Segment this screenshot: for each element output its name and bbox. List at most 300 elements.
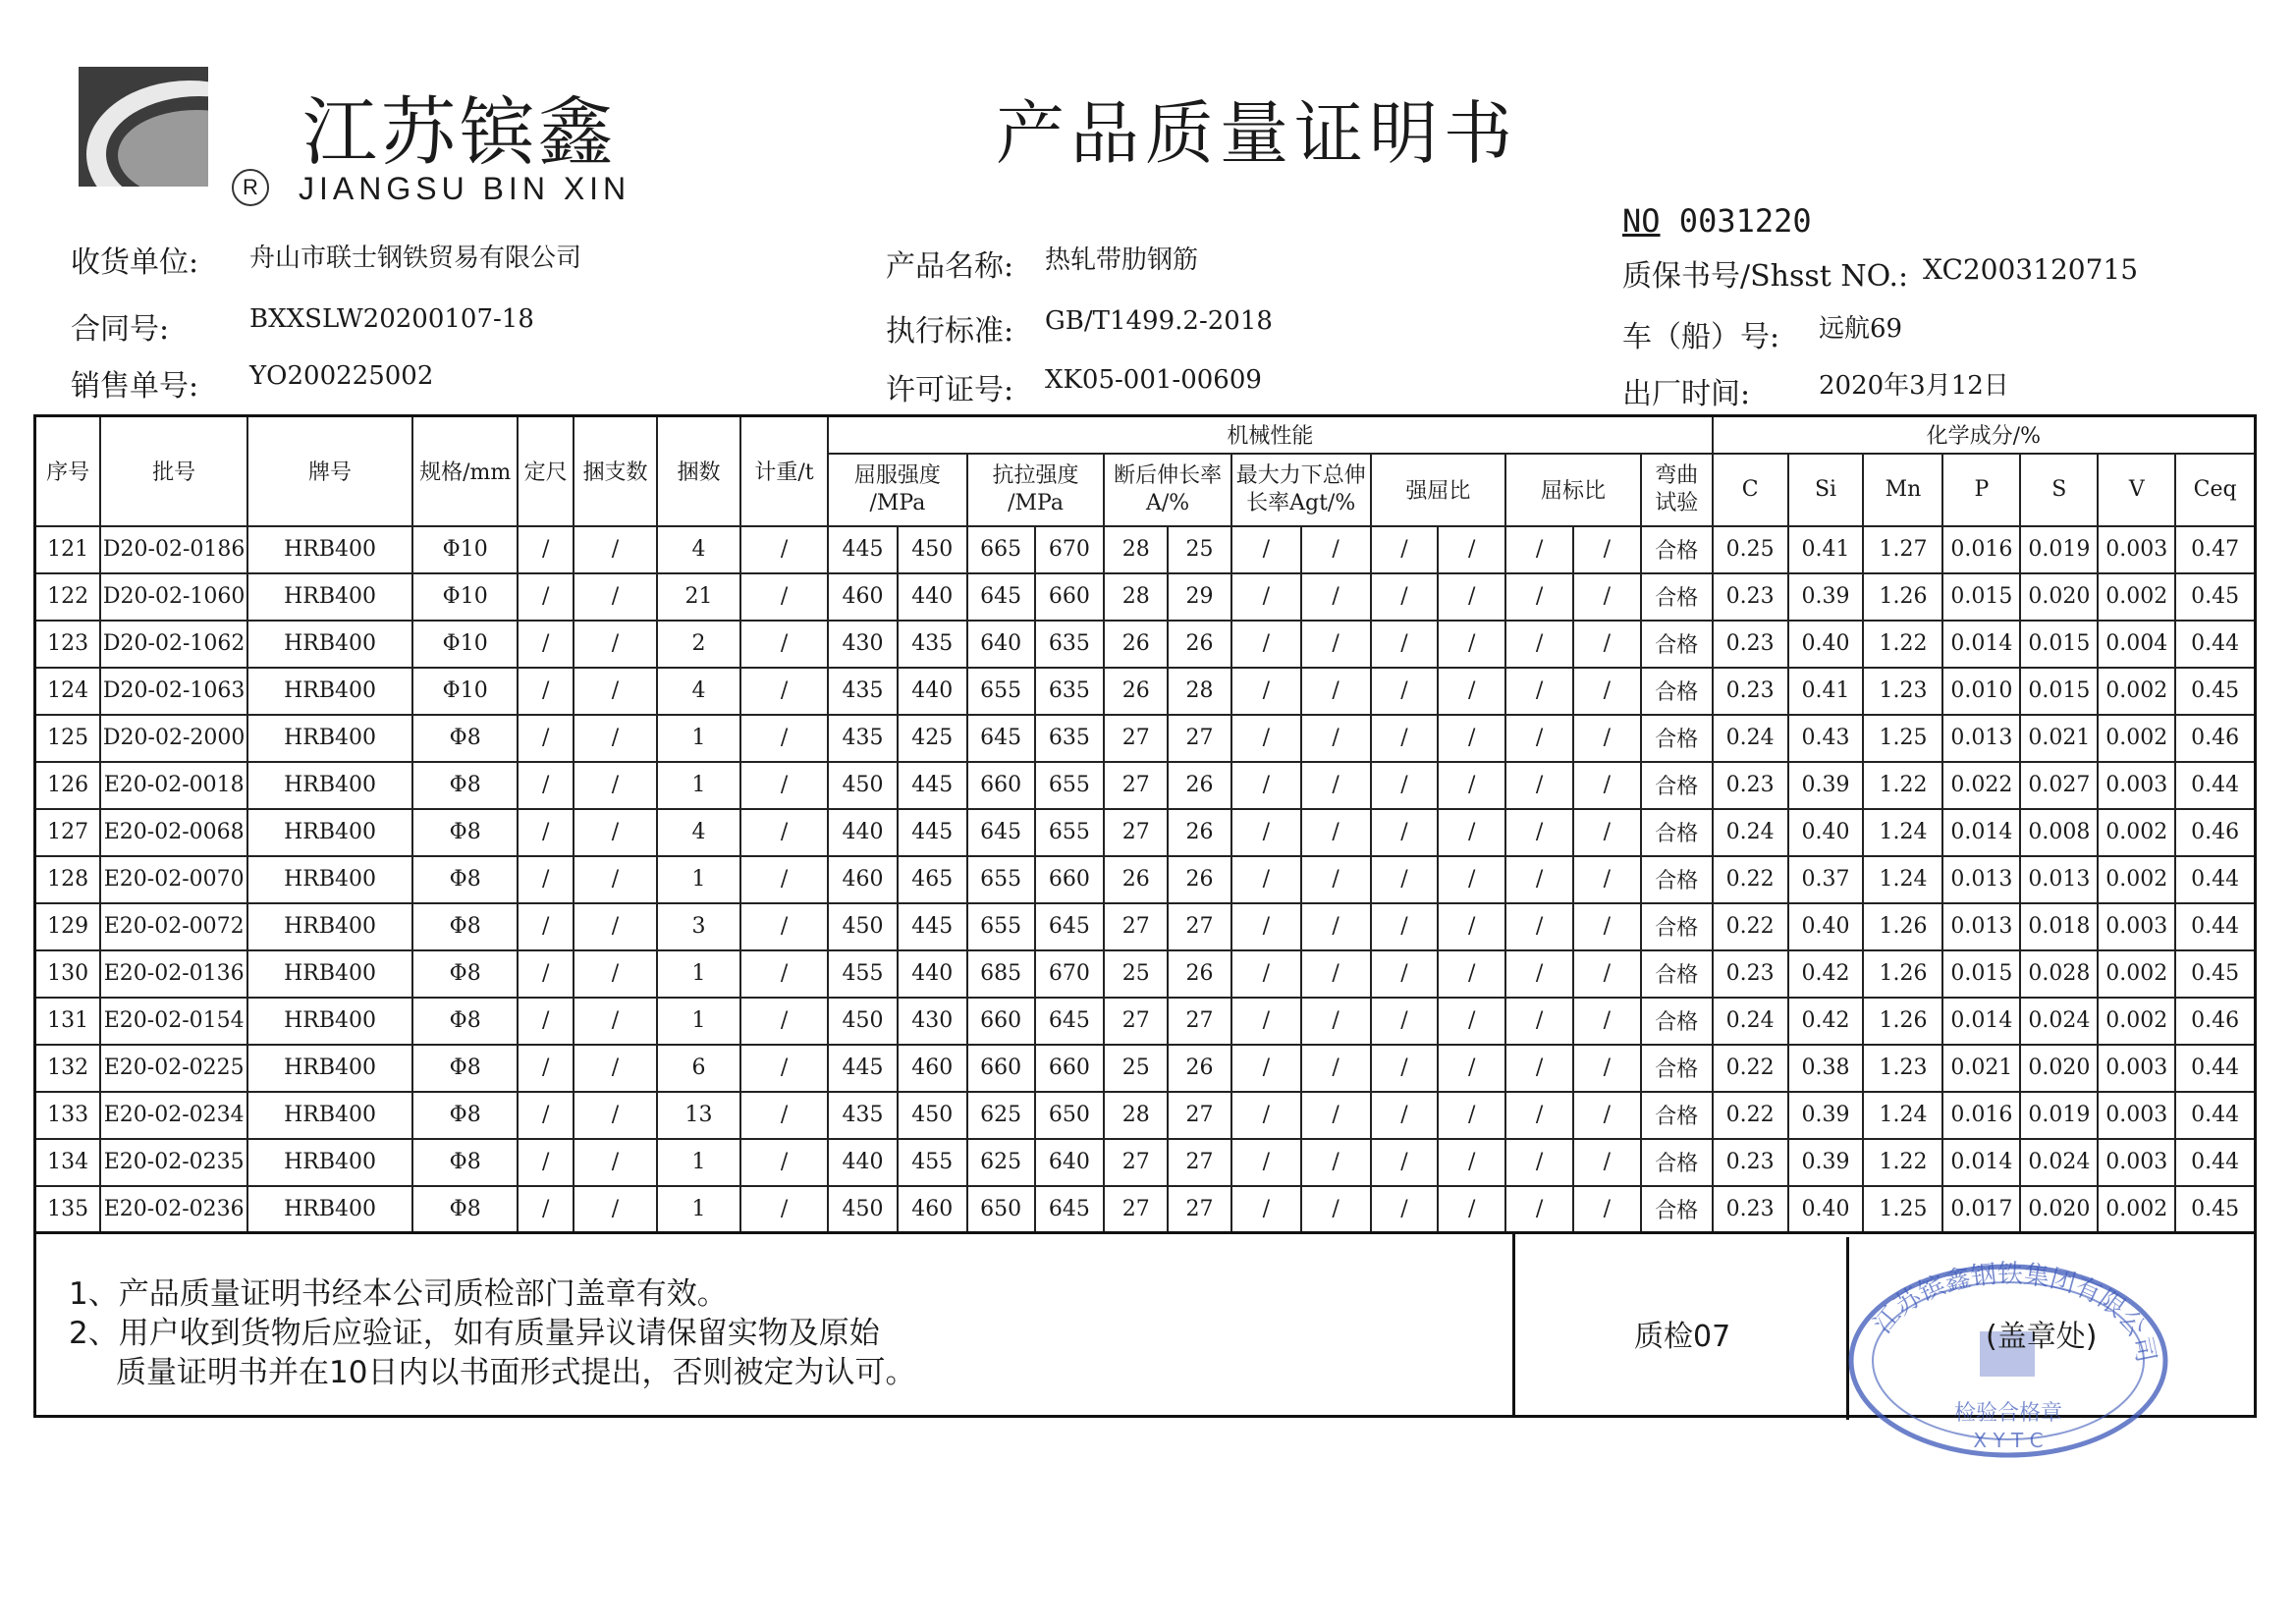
cell-yield-1: 445 [828, 526, 898, 573]
cell-tensile-2: 645 [1035, 998, 1105, 1045]
cell-bend: 合格 [1641, 621, 1713, 668]
cell-chem-c: 0.22 [1713, 856, 1788, 903]
cell-ratio1-2: / [1438, 856, 1505, 903]
cell-chem-p: 0.013 [1942, 856, 2020, 903]
cell-chem-s: 0.015 [2020, 668, 2098, 715]
cell-chem-s: 0.015 [2020, 621, 2098, 668]
cell-ratio2-2: / [1573, 1139, 1641, 1186]
cell-pcs: / [574, 1045, 657, 1092]
cell-spec: Φ8 [412, 998, 518, 1045]
table-row [35, 950, 2256, 998]
cell-fixed: / [518, 1186, 574, 1233]
cell-chem-p: 0.021 [1942, 1045, 2020, 1092]
cell-tensile-2: 660 [1035, 1045, 1105, 1092]
license-value: XK05-001-00609 [1045, 365, 1262, 395]
cell-ratio1-2: / [1438, 950, 1505, 998]
cell-bundles: 1 [657, 762, 740, 809]
cell-pcs: / [574, 668, 657, 715]
cell-elong-1: 27 [1104, 998, 1168, 1045]
mech-group-header: 机械性能 [828, 416, 1713, 454]
table-row [35, 668, 2256, 715]
stamp-label: (盖章处) [1986, 1320, 2098, 1354]
vehicle-label: 车（船）号: [1622, 320, 1780, 354]
cell-spec: Φ8 [412, 762, 518, 809]
cell-batch: E20-02-0225 [100, 1045, 247, 1092]
seal-text-top: 江苏镔鑫钢铁集团有限公司 [1868, 1259, 2161, 1366]
cell-weight: / [740, 668, 828, 715]
cell-grade: HRB400 [247, 1186, 412, 1233]
serial-number [1622, 202, 1812, 240]
col-seq-header: 序号 [35, 416, 101, 526]
cell-grade: HRB400 [247, 762, 412, 809]
cell-agt-2: / [1301, 1139, 1371, 1186]
cell-chem-ceq: 0.45 [2175, 1186, 2255, 1233]
cell-chem-p: 0.010 [1942, 668, 2020, 715]
cell-chem-mn: 1.22 [1863, 762, 1942, 809]
cell-agt-2: / [1301, 762, 1371, 809]
cell-yield-2: 430 [898, 998, 967, 1045]
cell-chem-s: 0.024 [2020, 1139, 2098, 1186]
cell-seq: 128 [35, 856, 101, 903]
cell-ratio2-2: / [1573, 573, 1641, 621]
cell-batch: D20-02-1063 [100, 668, 247, 715]
cell-chem-si: 0.39 [1788, 762, 1864, 809]
cell-bundles: 13 [657, 1092, 740, 1139]
cell-ratio1-1: / [1371, 1045, 1439, 1092]
cell-chem-s: 0.018 [2020, 903, 2098, 950]
cell-agt-1: / [1231, 715, 1301, 762]
cell-seq: 135 [35, 1186, 101, 1233]
cell-chem-p: 0.014 [1942, 998, 2020, 1045]
table-row [35, 762, 2256, 809]
cell-ratio2-2: / [1573, 526, 1641, 573]
cell-grade: HRB400 [247, 526, 412, 573]
cell-chem-c: 0.23 [1713, 668, 1788, 715]
cell-bend: 合格 [1641, 573, 1713, 621]
cell-elong-1: 27 [1104, 1139, 1168, 1186]
cell-chem-p: 0.017 [1942, 1186, 2020, 1233]
col-weight-header: 计重/t [740, 416, 828, 526]
cell-ratio2-1: / [1505, 668, 1573, 715]
cell-spec: Φ8 [412, 950, 518, 998]
cell-ratio2-2: / [1573, 1092, 1641, 1139]
cell-chem-v: 0.002 [2098, 573, 2175, 621]
cell-chem-v: 0.003 [2098, 1045, 2175, 1092]
cell-weight: / [740, 1045, 828, 1092]
cell-agt-2: / [1301, 1186, 1371, 1233]
cell-spec: Φ10 [412, 621, 518, 668]
cert-value: XC2003120715 [1923, 253, 2139, 286]
cell-ratio1-1: / [1371, 1186, 1439, 1233]
cell-yield-2: 455 [898, 1139, 967, 1186]
cell-ratio2-1: / [1505, 1186, 1573, 1233]
cell-tensile-1: 625 [967, 1139, 1035, 1186]
cell-ratio1-2: / [1438, 1092, 1505, 1139]
cell-bend: 合格 [1641, 526, 1713, 573]
cell-chem-mn: 1.23 [1863, 1045, 1942, 1092]
sales-value: YO200225002 [249, 361, 434, 391]
cell-ratio1-1: / [1371, 809, 1439, 856]
cell-bundles: 6 [657, 1045, 740, 1092]
cell-tensile-2: 650 [1035, 1092, 1105, 1139]
cell-ratio2-2: / [1573, 621, 1641, 668]
cell-seq: 122 [35, 573, 101, 621]
cell-chem-c: 0.24 [1713, 715, 1788, 762]
cell-elong-1: 25 [1104, 1045, 1168, 1092]
col-pcs-header: 捆支数 [574, 416, 657, 526]
cell-elong-1: 26 [1104, 856, 1168, 903]
cell-ratio1-2: / [1438, 621, 1505, 668]
cell-chem-si: 0.38 [1788, 1045, 1864, 1092]
cell-chem-si: 0.40 [1788, 809, 1864, 856]
cell-seq: 131 [35, 998, 101, 1045]
cell-ratio2-2: / [1573, 1186, 1641, 1233]
table-row [35, 1139, 2256, 1186]
cell-ratio1-2: / [1438, 903, 1505, 950]
cell-bend: 合格 [1641, 715, 1713, 762]
cell-ratio1-2: / [1438, 1045, 1505, 1092]
cell-spec: Φ8 [412, 1092, 518, 1139]
cell-chem-ceq: 0.44 [2175, 856, 2255, 903]
cell-ratio1-2: / [1438, 715, 1505, 762]
cell-tensile-1: 645 [967, 809, 1035, 856]
col-batch-header: 批号 [100, 416, 247, 526]
chem-header-c: C [1713, 454, 1788, 526]
contract-label: 合同号: [71, 312, 170, 347]
table-row [35, 573, 2256, 621]
footer-divider [1512, 1231, 1515, 1418]
cell-pcs: / [574, 950, 657, 998]
cell-yield-1: 440 [828, 1139, 898, 1186]
cell-tensile-2: 670 [1035, 526, 1105, 573]
cell-chem-p: 0.013 [1942, 903, 2020, 950]
cell-elong-2: 26 [1168, 856, 1231, 903]
cell-chem-s: 0.019 [2020, 526, 2098, 573]
cell-yield-2: 440 [898, 950, 967, 998]
cell-grade: HRB400 [247, 1045, 412, 1092]
cell-chem-ceq: 0.46 [2175, 998, 2255, 1045]
cell-fixed: / [518, 998, 574, 1045]
cell-fixed: / [518, 1045, 574, 1092]
cell-chem-c: 0.23 [1713, 1139, 1788, 1186]
cell-chem-mn: 1.27 [1863, 526, 1942, 573]
cell-pcs: / [574, 1139, 657, 1186]
cell-chem-c: 0.24 [1713, 998, 1788, 1045]
cell-pcs: / [574, 573, 657, 621]
cell-elong-1: 28 [1104, 1092, 1168, 1139]
cell-fixed: / [518, 1139, 574, 1186]
cell-ratio1-2: / [1438, 573, 1505, 621]
cell-chem-ceq: 0.44 [2175, 903, 2255, 950]
col-agt-header: 最大力下总伸长率Agt/% [1231, 454, 1371, 526]
cell-bundles: 1 [657, 715, 740, 762]
cell-yield-1: 430 [828, 621, 898, 668]
cell-grade: HRB400 [247, 668, 412, 715]
cell-batch: E20-02-0068 [100, 809, 247, 856]
cell-tensile-1: 655 [967, 668, 1035, 715]
cell-chem-mn: 1.24 [1863, 809, 1942, 856]
cell-agt-1: / [1231, 668, 1301, 715]
cell-tensile-1: 660 [967, 998, 1035, 1045]
cell-ratio1-2: / [1438, 526, 1505, 573]
cell-chem-p: 0.015 [1942, 573, 2020, 621]
cell-chem-p: 0.014 [1942, 621, 2020, 668]
cell-chem-p: 0.016 [1942, 1092, 2020, 1139]
cell-elong-1: 27 [1104, 762, 1168, 809]
cell-agt-2: / [1301, 573, 1371, 621]
cell-chem-ceq: 0.46 [2175, 715, 2255, 762]
cell-pcs: / [574, 998, 657, 1045]
footer-note-3: 质量证明书并在10日内以书面形式提出，否则被定为认可。 [116, 1355, 916, 1390]
cell-chem-c: 0.23 [1713, 762, 1788, 809]
cell-tensile-1: 650 [967, 1186, 1035, 1233]
cell-fixed: / [518, 573, 574, 621]
cell-yield-1: 450 [828, 762, 898, 809]
cell-tensile-1: 685 [967, 950, 1035, 998]
cell-chem-v: 0.003 [2098, 526, 2175, 573]
cell-ratio1-1: / [1371, 526, 1439, 573]
cell-ratio1-1: / [1371, 668, 1439, 715]
cell-grade: HRB400 [247, 809, 412, 856]
cell-chem-s: 0.013 [2020, 856, 2098, 903]
cell-chem-v: 0.002 [2098, 668, 2175, 715]
cell-chem-c: 0.22 [1713, 1045, 1788, 1092]
cell-yield-1: 460 [828, 573, 898, 621]
cell-chem-p: 0.022 [1942, 762, 2020, 809]
cell-ratio2-1: / [1505, 762, 1573, 809]
cell-bundles: 1 [657, 1139, 740, 1186]
cell-bend: 合格 [1641, 809, 1713, 856]
table-row [35, 998, 2256, 1045]
cell-elong-1: 26 [1104, 621, 1168, 668]
cell-grade: HRB400 [247, 856, 412, 903]
cell-chem-v: 0.002 [2098, 998, 2175, 1045]
product-value: 热轧带肋钢筋 [1045, 245, 1199, 275]
cell-bundles: 3 [657, 903, 740, 950]
cell-bend: 合格 [1641, 998, 1713, 1045]
cell-agt-1: / [1231, 621, 1301, 668]
cell-ratio2-1: / [1505, 1045, 1573, 1092]
cell-chem-si: 0.39 [1788, 573, 1864, 621]
cell-seq: 129 [35, 903, 101, 950]
cell-yield-1: 435 [828, 668, 898, 715]
cell-yield-1: 455 [828, 950, 898, 998]
cell-chem-mn: 1.25 [1863, 1186, 1942, 1233]
cell-spec: Φ8 [412, 1045, 518, 1092]
cell-tensile-1: 665 [967, 526, 1035, 573]
cell-chem-si: 0.40 [1788, 621, 1864, 668]
cell-weight: / [740, 715, 828, 762]
cell-bend: 合格 [1641, 762, 1713, 809]
cell-elong-2: 25 [1168, 526, 1231, 573]
cell-chem-p: 0.014 [1942, 809, 2020, 856]
cell-weight: / [740, 998, 828, 1045]
cell-agt-2: / [1301, 903, 1371, 950]
cell-seq: 126 [35, 762, 101, 809]
cell-chem-si: 0.39 [1788, 1139, 1864, 1186]
cell-ratio1-1: / [1371, 856, 1439, 903]
cell-ratio2-2: / [1573, 903, 1641, 950]
cell-ratio2-1: / [1505, 809, 1573, 856]
cell-elong-1: 27 [1104, 715, 1168, 762]
cell-chem-ceq: 0.45 [2175, 573, 2255, 621]
cell-tensile-2: 635 [1035, 668, 1105, 715]
cell-chem-s: 0.021 [2020, 715, 2098, 762]
cell-yield-2: 445 [898, 762, 967, 809]
cell-yield-1: 450 [828, 903, 898, 950]
cell-spec: Φ8 [412, 1186, 518, 1233]
cell-chem-p: 0.016 [1942, 526, 2020, 573]
cell-yield-1: 450 [828, 1186, 898, 1233]
cell-yield-1: 435 [828, 715, 898, 762]
cell-agt-2: / [1301, 856, 1371, 903]
serial-prefix: NO [1622, 202, 1661, 240]
receiver-label: 收货单位: [71, 245, 199, 280]
cell-ratio2-1: / [1505, 715, 1573, 762]
cell-agt-1: / [1231, 762, 1301, 809]
cell-weight: / [740, 950, 828, 998]
cell-ratio1-1: / [1371, 950, 1439, 998]
cell-grade: HRB400 [247, 621, 412, 668]
seal-code: X Y T C [1973, 1429, 2044, 1452]
cell-ratio1-1: / [1371, 998, 1439, 1045]
cell-bend: 合格 [1641, 668, 1713, 715]
cell-tensile-1: 660 [967, 1045, 1035, 1092]
cell-ratio2-1: / [1505, 573, 1573, 621]
cell-yield-1: 440 [828, 809, 898, 856]
cell-bend: 合格 [1641, 1045, 1713, 1092]
cell-elong-2: 28 [1168, 668, 1231, 715]
cell-chem-v: 0.002 [2098, 715, 2175, 762]
cell-pcs: / [574, 762, 657, 809]
cell-agt-2: / [1301, 809, 1371, 856]
cell-spec: Φ10 [412, 526, 518, 573]
cell-spec: Φ8 [412, 809, 518, 856]
cell-chem-s: 0.020 [2020, 1045, 2098, 1092]
cell-pcs: / [574, 809, 657, 856]
cell-yield-2: 425 [898, 715, 967, 762]
cell-chem-ceq: 0.44 [2175, 1139, 2255, 1186]
table-row [35, 1045, 2256, 1092]
seal-text-bottom: 检验合格章 [1953, 1401, 2063, 1426]
cell-chem-v: 0.003 [2098, 1139, 2175, 1186]
cell-grade: HRB400 [247, 573, 412, 621]
cell-tensile-1: 645 [967, 715, 1035, 762]
cell-seq: 134 [35, 1139, 101, 1186]
cell-seq: 121 [35, 526, 101, 573]
cell-chem-v: 0.003 [2098, 903, 2175, 950]
col-bend-header: 弯曲 试验 [1641, 454, 1713, 526]
cell-yield-2: 450 [898, 1092, 967, 1139]
cell-tensile-2: 645 [1035, 1186, 1105, 1233]
chem-header-v: V [2098, 454, 2175, 526]
cell-weight: / [740, 526, 828, 573]
cell-weight: / [740, 762, 828, 809]
cell-chem-s: 0.020 [2020, 1186, 2098, 1233]
cell-weight: / [740, 1092, 828, 1139]
cell-agt-2: / [1301, 1092, 1371, 1139]
cell-batch: D20-02-2000 [100, 715, 247, 762]
cell-seq: 133 [35, 1092, 101, 1139]
cell-yield-2: 460 [898, 1045, 967, 1092]
document-title: 产品质量证明书 [996, 93, 1518, 174]
cell-elong-2: 27 [1168, 1139, 1231, 1186]
cell-fixed: / [518, 950, 574, 998]
cell-chem-mn: 1.22 [1863, 1139, 1942, 1186]
table-row [35, 1092, 2256, 1139]
cell-ratio1-2: / [1438, 762, 1505, 809]
cell-yield-2: 450 [898, 526, 967, 573]
col-grade-header: 牌号 [247, 416, 412, 526]
cell-chem-v: 0.002 [2098, 856, 2175, 903]
cell-chem-mn: 1.26 [1863, 950, 1942, 998]
cell-elong-2: 27 [1168, 715, 1231, 762]
cell-tensile-2: 655 [1035, 809, 1105, 856]
cell-ratio2-2: / [1573, 950, 1641, 998]
table-row [35, 715, 2256, 762]
cell-chem-si: 0.41 [1788, 526, 1864, 573]
cell-yield-1: 435 [828, 1092, 898, 1139]
cell-chem-ceq: 0.44 [2175, 1045, 2255, 1092]
cell-pcs: / [574, 1186, 657, 1233]
cell-agt-1: / [1231, 1186, 1301, 1233]
cell-elong-2: 29 [1168, 573, 1231, 621]
cell-chem-p: 0.015 [1942, 950, 2020, 998]
chem-header-p: P [1942, 454, 2020, 526]
cell-weight: / [740, 856, 828, 903]
table-body [35, 526, 2256, 1233]
cell-weight: / [740, 809, 828, 856]
cell-chem-ceq: 0.44 [2175, 1092, 2255, 1139]
cell-grade: HRB400 [247, 1092, 412, 1139]
vehicle-value: 远航69 [1819, 314, 1903, 344]
cell-seq: 132 [35, 1045, 101, 1092]
cell-ratio1-2: / [1438, 668, 1505, 715]
cell-grade: HRB400 [247, 903, 412, 950]
cell-ratio2-2: / [1573, 998, 1641, 1045]
license-label: 许可证号: [886, 373, 1014, 407]
col-spec-header: 规格/mm [412, 416, 518, 526]
cell-batch: E20-02-0234 [100, 1092, 247, 1139]
cell-ratio1-1: / [1371, 573, 1439, 621]
cell-elong-1: 27 [1104, 903, 1168, 950]
chem-group-header: 化学成分/% [1713, 416, 2256, 454]
cell-chem-c: 0.23 [1713, 621, 1788, 668]
cell-tensile-2: 640 [1035, 1139, 1105, 1186]
cert-label: 质保书号/Shsst NO.: [1622, 259, 1909, 294]
cell-agt-1: / [1231, 526, 1301, 573]
cell-bundles: 1 [657, 1186, 740, 1233]
table-row [35, 621, 2256, 668]
cell-chem-c: 0.23 [1713, 1186, 1788, 1233]
cell-fixed: / [518, 1092, 574, 1139]
cell-elong-1: 27 [1104, 809, 1168, 856]
cell-ratio1-2: / [1438, 1186, 1505, 1233]
receiver-value: 舟山市联士钢铁贸易有限公司 [249, 244, 582, 273]
cell-tensile-1: 655 [967, 856, 1035, 903]
inspector-code: 质检07 [1634, 1320, 1731, 1354]
cell-yield-2: 440 [898, 668, 967, 715]
company-seal [1842, 1253, 2174, 1459]
cell-bend: 合格 [1641, 1139, 1713, 1186]
cell-bend: 合格 [1641, 1092, 1713, 1139]
cell-tensile-1: 625 [967, 1092, 1035, 1139]
cell-ratio2-1: / [1505, 526, 1573, 573]
col-bundles-header: 捆数 [657, 416, 740, 526]
cell-tensile-1: 640 [967, 621, 1035, 668]
cell-ratio2-1: / [1505, 950, 1573, 998]
cell-ratio1-1: / [1371, 903, 1439, 950]
